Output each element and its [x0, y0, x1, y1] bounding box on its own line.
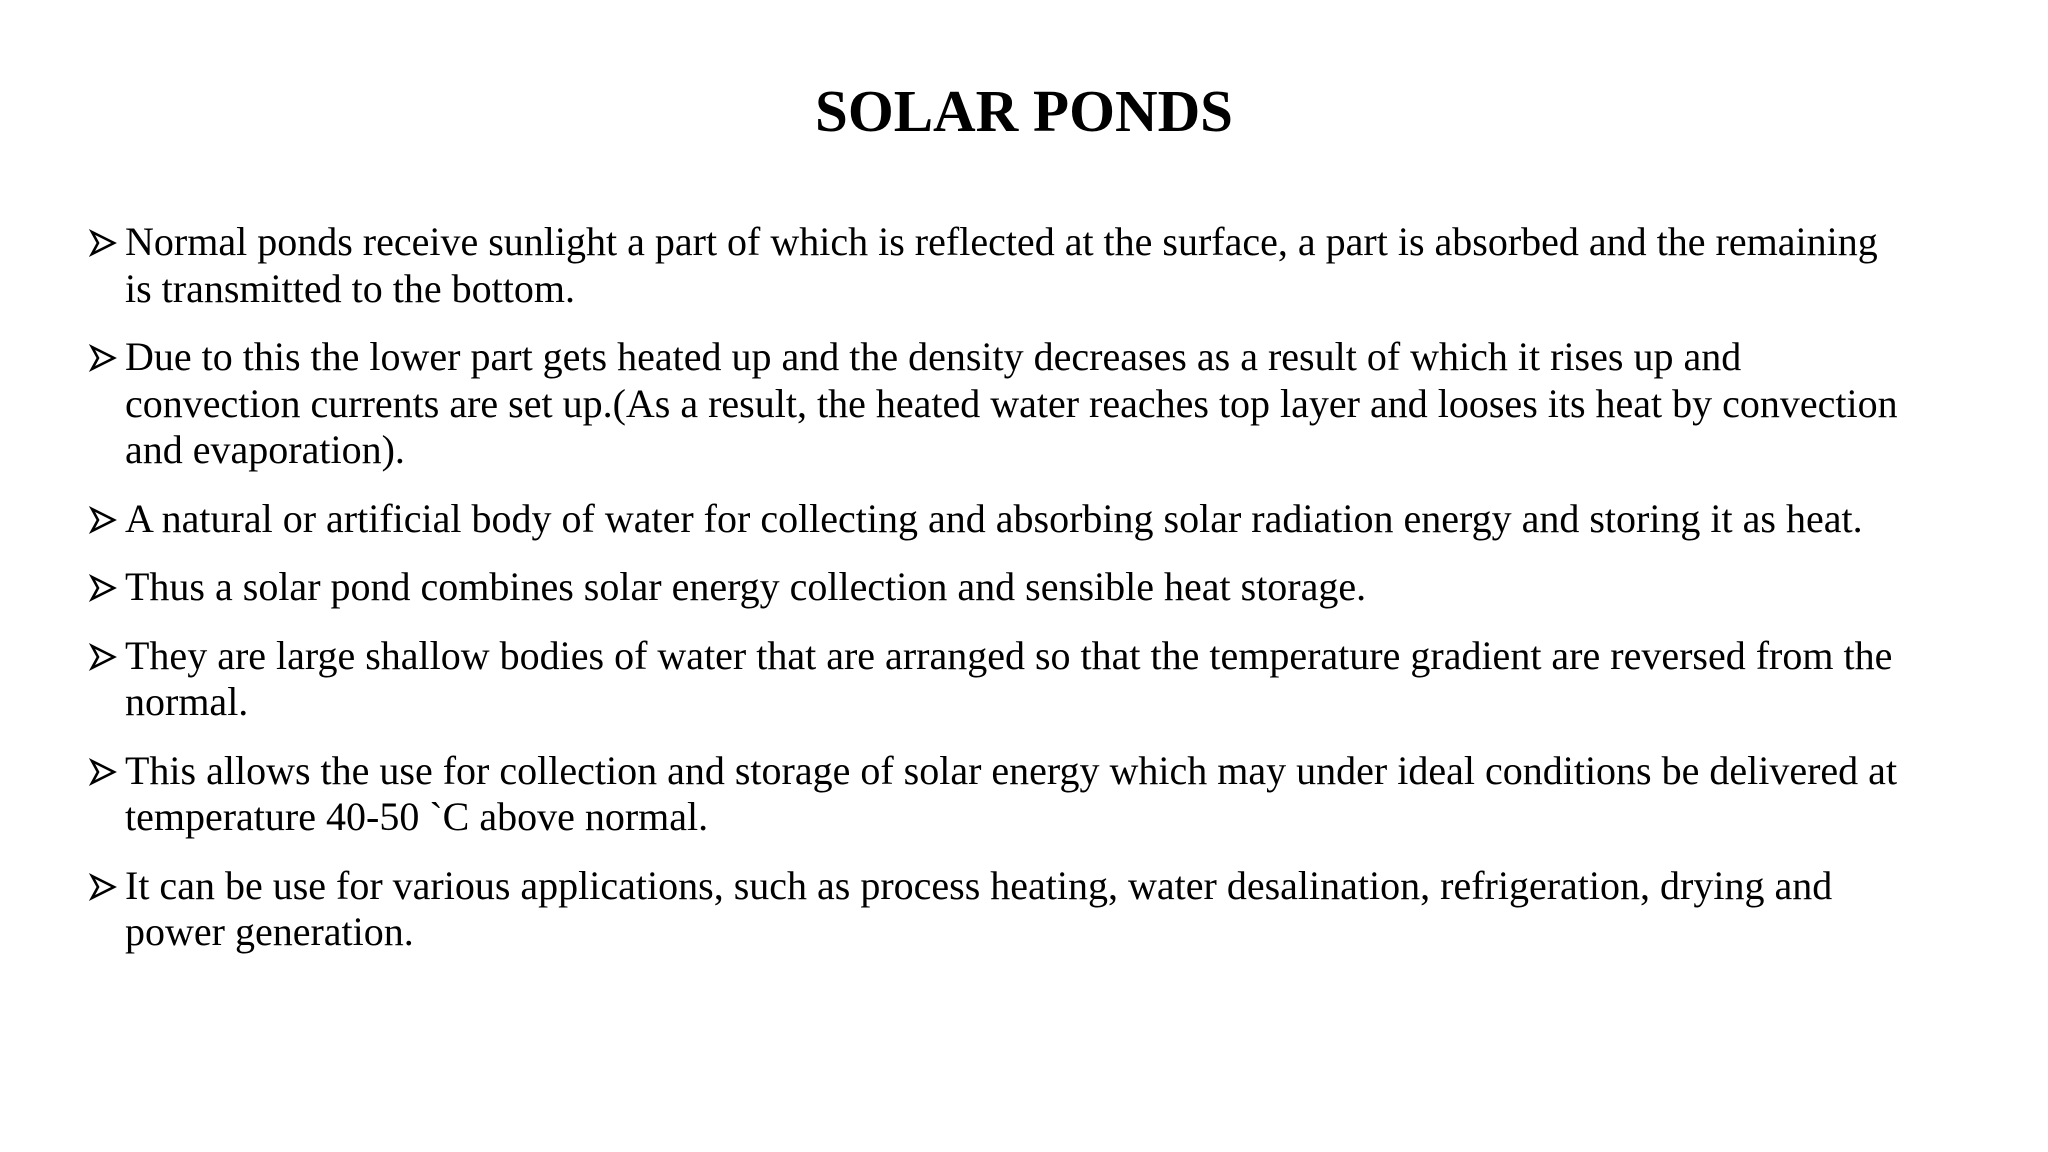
- bullet-item: [88, 748, 1898, 841]
- arrowhead-bullet-icon: [88, 573, 118, 603]
- bullet-item: [88, 219, 1898, 312]
- bullet-item: [88, 564, 1898, 611]
- bullet-text: Normal ponds receive sunlight a part of which is reflected at the surface, a part is absorbed and the remaining is transmitted to the bottom.: [125, 219, 1878, 311]
- bullet-text: Due to this the lower part gets heated up and the density decreases as a result of which it rises up and convection currents are set up.(As a result, the heated water reaches top layer and looses its heat by convection and evaporation).: [125, 334, 1898, 472]
- arrowhead-bullet-icon: [88, 343, 118, 373]
- bullet-item: [88, 863, 1898, 956]
- arrowhead-bullet-icon: [88, 228, 118, 258]
- arrowhead-bullet-icon: [88, 757, 118, 787]
- bullet-text: They are large shallow bodies of water that are arranged so that the temperature gradient are reversed from the normal.: [125, 632, 1893, 724]
- bullet-list: [88, 219, 1898, 978]
- bullet-text: Thus a solar pond combines solar energy collection and sensible heat storage.: [125, 564, 1367, 609]
- bullet-text: It can be use for various applications, such as process heating, water desalination, refrigeration, drying and power generation.: [125, 862, 1833, 954]
- arrowhead-bullet-icon: [88, 642, 118, 672]
- bullet-item: [88, 496, 1898, 543]
- slide-title: SOLAR PONDS: [815, 78, 1233, 144]
- arrowhead-bullet-icon: [88, 505, 118, 535]
- bullet-text: This allows the use for collection and storage of solar energy which may under ideal conditions be delivered at temperature 40-50 `C above normal.: [125, 747, 1898, 839]
- bullet-item: [88, 633, 1898, 726]
- bullet-text: A natural or artificial body of water for collecting and absorbing solar radiation energy and storing it as heat.: [125, 495, 1863, 541]
- bullet-item: [88, 334, 1898, 474]
- arrowhead-bullet-icon: [88, 872, 118, 902]
